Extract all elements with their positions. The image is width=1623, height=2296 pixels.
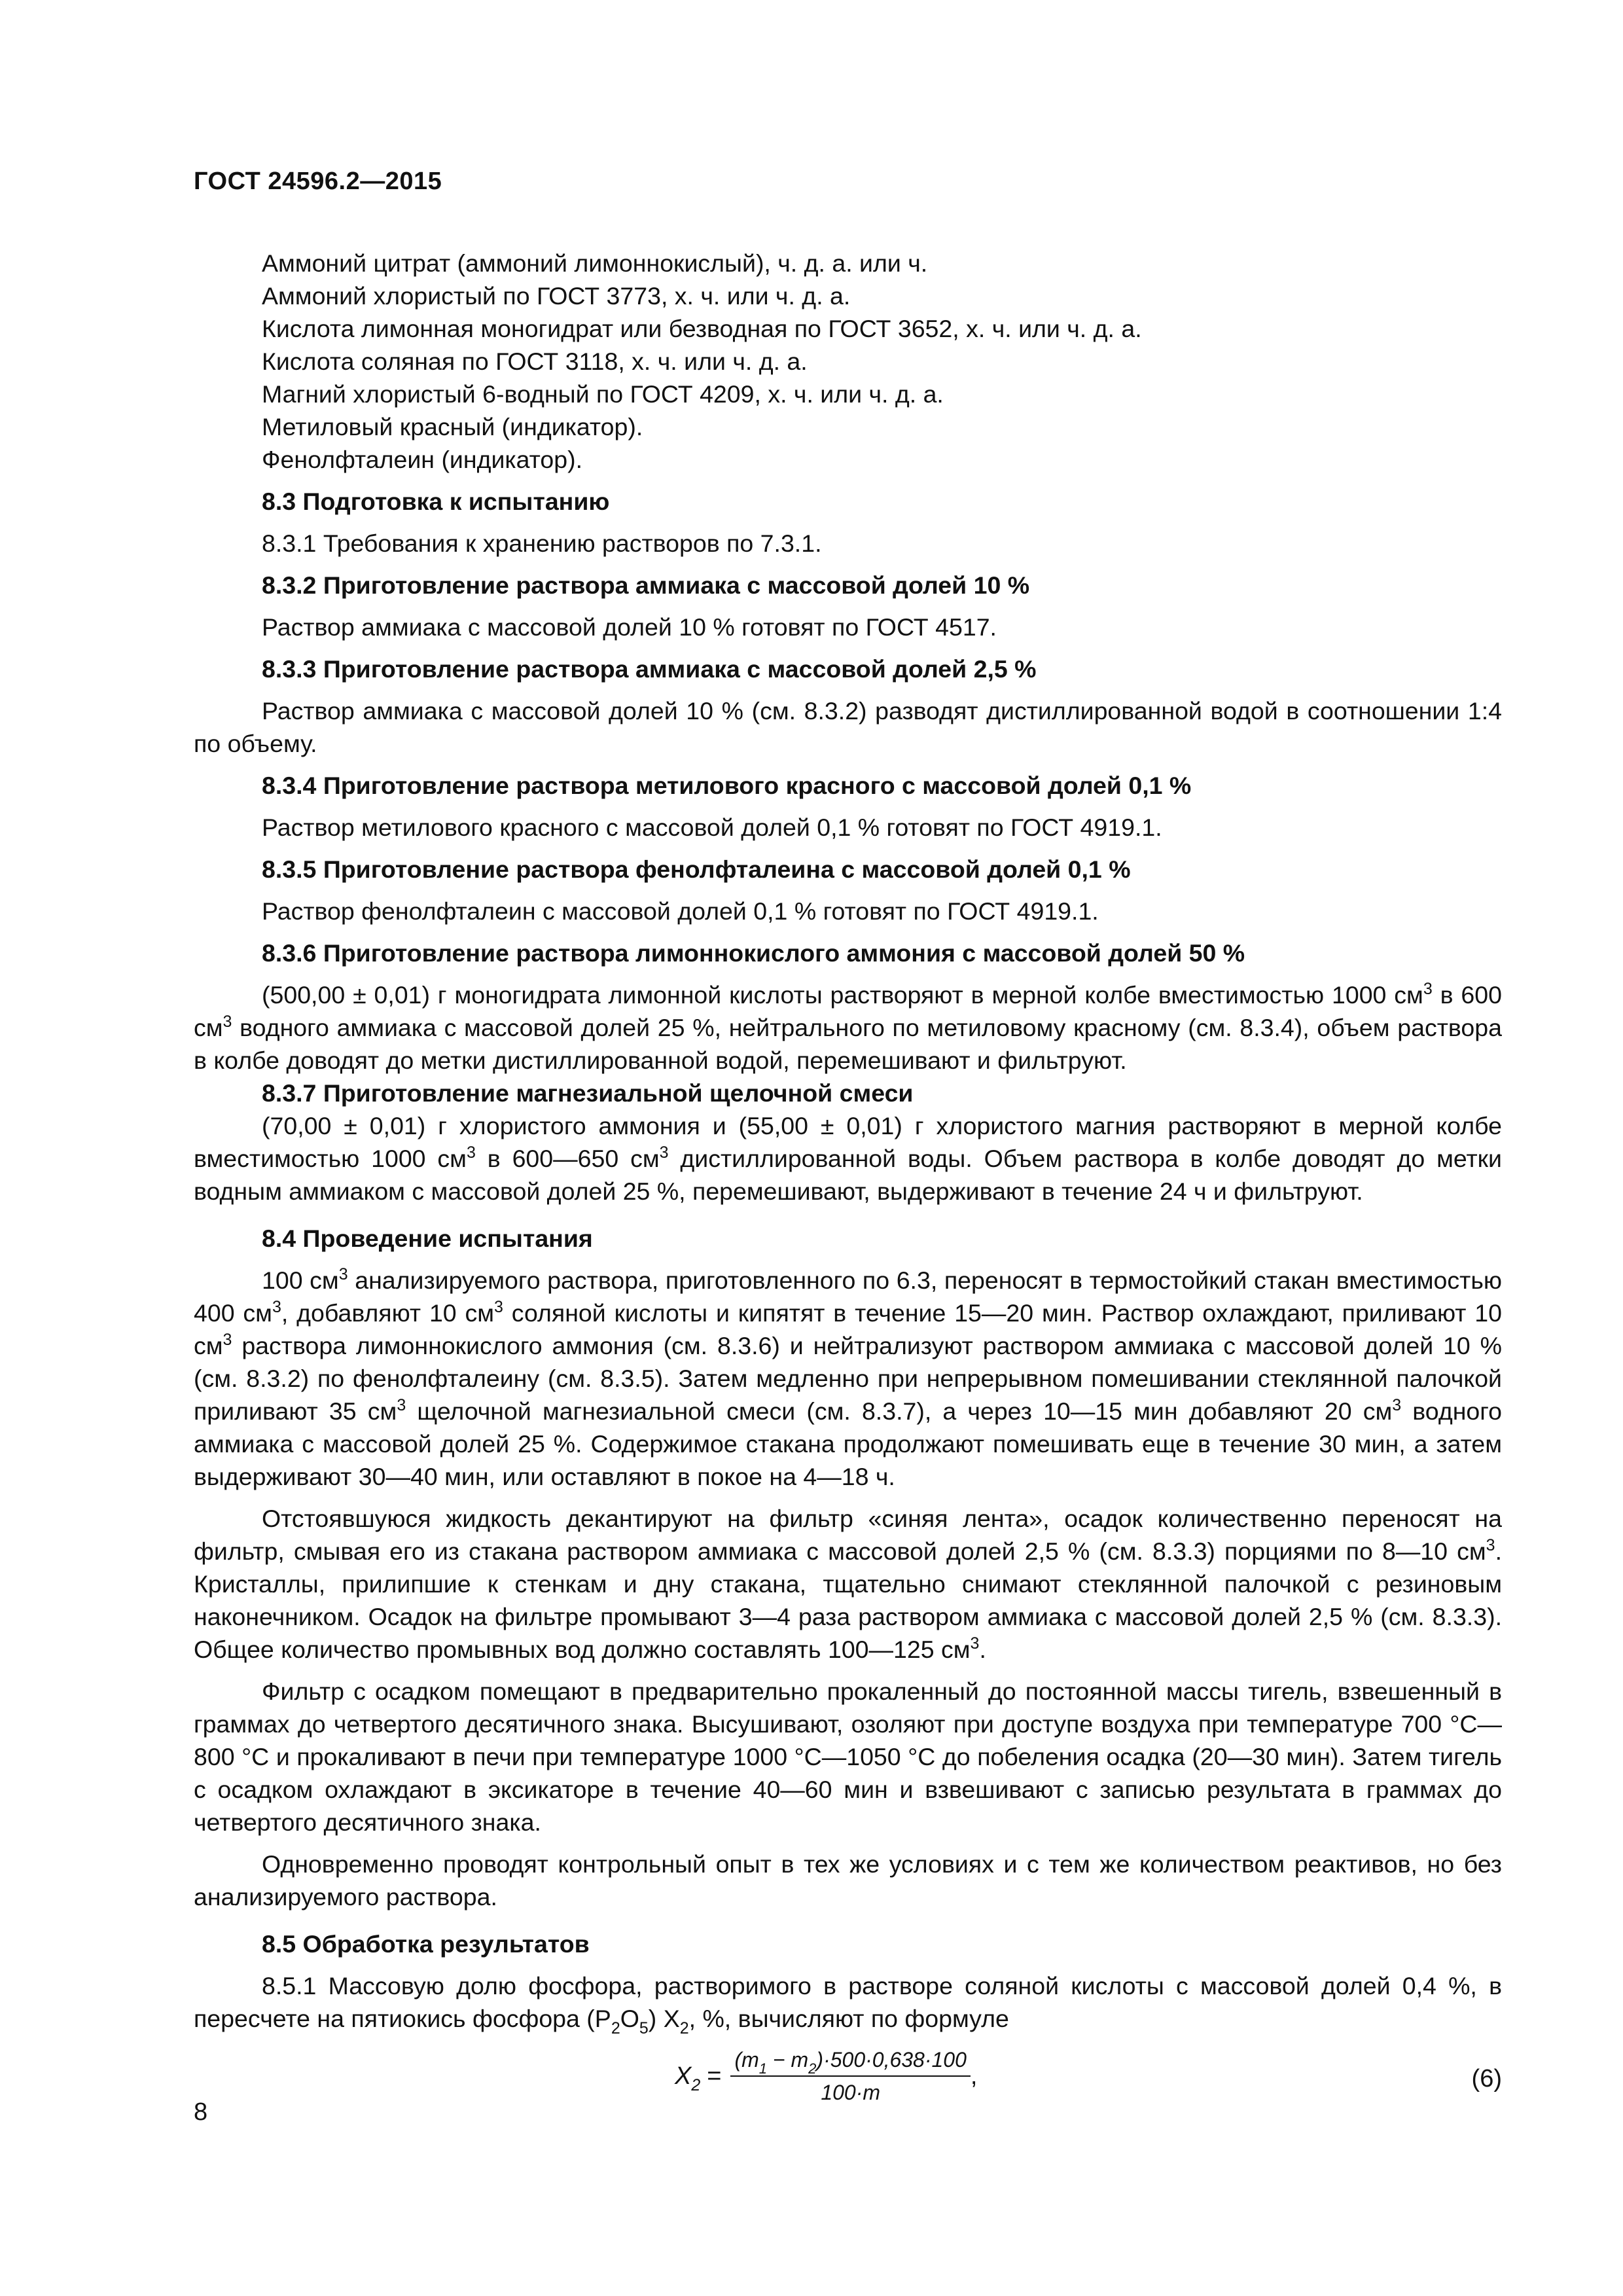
- paragraph-8-4-1: 100 $см^3$ анализируемого раствора, приготовленного по 6.3, переносят в термостойкий стакан вместимостью 400 $см^3$, добавляют 10 $см^3$ соляной кислоты и кипятят в течение 15—20 мин. Раствор охлаждают, приливают 10 $см^3$ раствора лимоннокислого аммония (см. 8.3.6) и нейтрализуют раствором аммиака с массовой долей 10 % (см. 8.3.2) по фенолфталеину (см. 8.3.5). Затем медленно при непрерывном помешивании стеклянной палочкой приливают 35 $см^3$ щелочной магнезиальной смеси (см. 8.3.7), а через 10—15 мин добавляют 20 $см^3$ водного аммиака с массовой долей 25 %. Содержимое стакана продолжают помешивать еще в течение 30 мин, а затем выдерживают 30—40 мин, или оставляют в покое на 4—18 ч.: [194, 1265, 1502, 1490]
- reagent-item: Аммоний цитрат (аммоний лимоннокислый), ч. д. а. или ч.: [262, 249, 928, 277]
- paragraph-8-3-5: Раствор фенолфталеин с массовой долей 0,1 % готовят по ГОСТ 4919.1.: [262, 897, 1099, 925]
- formula-numerator: $(m_1 - m_2)\cdot 500\cdot 0,638\cdot 100$: [730, 2047, 970, 2077]
- paragraph-8-3-3: Раствор аммиака с массовой долей 10 % (см. 8.3.2) разводят дистиллированной водой в соотношении 1:4 по объему.: [194, 697, 1502, 757]
- paragraph-8-4-4: Одновременно проводят контрольный опыт в тех же условиях и с тем же количеством реактивов, но без анализируемого раствора.: [194, 1850, 1502, 1910]
- formula-6: [194, 2041, 1502, 2126]
- formula-number: (6): [1471, 2065, 1502, 2092]
- document-header: ГОСТ 24596.2—2015: [194, 168, 442, 195]
- subsection-heading-8-3-4: 8.3.4 Приготовление раствора метилового красного с массовой долей 0,1 %: [262, 772, 1192, 799]
- paragraph-8-4-3: Фильтр с осадком помещают в предварительно прокаленный до постоянной массы тигель, взвешенный в граммах до четвертого десятичного знака. Высушивают, озоляют при доступе воздуха при температуре 700 °С—800 °С и прокаливают в печи при температуре 1000 °С—1050 °С до побеления осадка (20—30 мин). Затем тигель с осадком охлаждают в эксикаторе в течение 40—60 мин и взвешивают с записью результата в граммах до четвертого десятичного знака.: [194, 1677, 1502, 1836]
- section-heading-8-5: 8.5 Обработка результатов: [262, 1930, 590, 1958]
- section-heading-8-3: 8.3 Подготовка к испытанию: [262, 488, 610, 515]
- formula-expression: [675, 2047, 977, 2106]
- paragraph-8-3-6: (500,00 ± 0,01) г моногидрата лимонной кислоты растворяют в мерной колбе вместимостью 1000 $см^3$ в 600 $см^3$ водного аммиака с массовой долей 25 %, нейтрального по метиловому красному (см. 8.3.4), объем раствора в колбе доводят до метки дистиллированной водой, перемешивают и фильтруют.: [194, 980, 1502, 1074]
- reagent-item: Аммоний хлористый по ГОСТ 3773, х. ч. или ч. д. а.: [262, 282, 851, 310]
- subsection-heading-8-3-6: 8.3.6 Приготовление раствора лимоннокислого аммония с массовой долей 50 %: [262, 939, 1245, 967]
- subsection-heading-8-3-7: 8.3.7 Приготовление магнезиальной щелочной смеси: [262, 1079, 914, 1107]
- formula-fraction: [730, 2047, 970, 2106]
- page-number: 8: [194, 2098, 208, 2126]
- reagent-item: Фенолфталеин (индикатор).: [262, 446, 583, 473]
- paragraph-8-3-7: (70,00 ± 0,01) г хлористого аммония и (55,00 ± 0,01) г хлористого магния растворяют в мерной колбе вместимостью 1000 $см^3$ в 600—650 $см^3$ дистиллированной воды. Объем раствора в колбе доводят до метки водным аммиаком с массовой долей 25 %, перемешивают, выдерживают в течение 24 ч и фильтруют.: [194, 1112, 1503, 1205]
- subsection-heading-8-3-3: 8.3.3 Приготовление раствора аммиака с массовой долей 2,5 %: [262, 655, 1037, 683]
- formula-trailing-comma: ,: [970, 2062, 978, 2090]
- paragraph-8-5-1: 8.5.1 Массовую долю фосфора, растворимого в растворе соляной кислоты с массовой долей 0,4 %, в пересчете на пятиокись фосфора $(P_2O_5)$ $X_2$, %, вычисляют по формуле: [194, 1972, 1502, 2037]
- formula-lhs: $X_2$: [675, 2062, 701, 2094]
- reagent-item: Кислота лимонная моногидрат или безводная по ГОСТ 3652, х. ч. или ч. д. а.: [262, 315, 1142, 342]
- section-heading-8-4: 8.4 Проведение испытания: [262, 1225, 593, 1252]
- formula-equals: =: [707, 2062, 722, 2090]
- paragraph-8-3-2: Раствор аммиака с массовой долей 10 % готовят по ГОСТ 4517.: [262, 613, 997, 641]
- paragraph-8-3-1: 8.3.1 Требования к хранению растворов по 7.3.1.: [262, 529, 822, 557]
- document-body: [194, 247, 1502, 2126]
- reagent-item: Метиловый красный (индикатор).: [262, 413, 643, 440]
- formula-denominator: 100·m: [821, 2081, 881, 2104]
- subsection-heading-8-3-5: 8.3.5 Приготовление раствора фенолфталеина с массовой долей 0,1 %: [262, 855, 1131, 883]
- reagent-item: Кислота соляная по ГОСТ 3118, х. ч. или ч. д. а.: [262, 348, 808, 375]
- subsection-heading-8-3-2: 8.3.2 Приготовление раствора аммиака с массовой долей 10 %: [262, 571, 1030, 599]
- paragraph-8-3-4: Раствор метилового красного с массовой долей 0,1 % готовят по ГОСТ 4919.1.: [262, 814, 1162, 841]
- reagent-list: [194, 247, 1502, 476]
- paragraph-8-4-2: Отстоявшуюся жидкость декантируют на фильтр «синяя лента», осадок количественно переносят на фильтр, смывая его из стакана раствором аммиака с массовой долей 2,5 % (см. 8.3.3) порциями по 8—10 $см^3$. Кристаллы, прилипшие к стенкам и дну стакана, тщательно снимают стеклянной палочкой с резиновым наконечником. Осадок на фильтре промывают 3—4 раза раствором аммиака с массовой долей 2,5 % (см. 8.3.3). Общее количество промывных вод должно составлять 100—125 $см^3$.: [194, 1505, 1502, 1663]
- reagent-item: Магний хлористый 6-водный по ГОСТ 4209, х. ч. или ч. д. а.: [262, 380, 944, 408]
